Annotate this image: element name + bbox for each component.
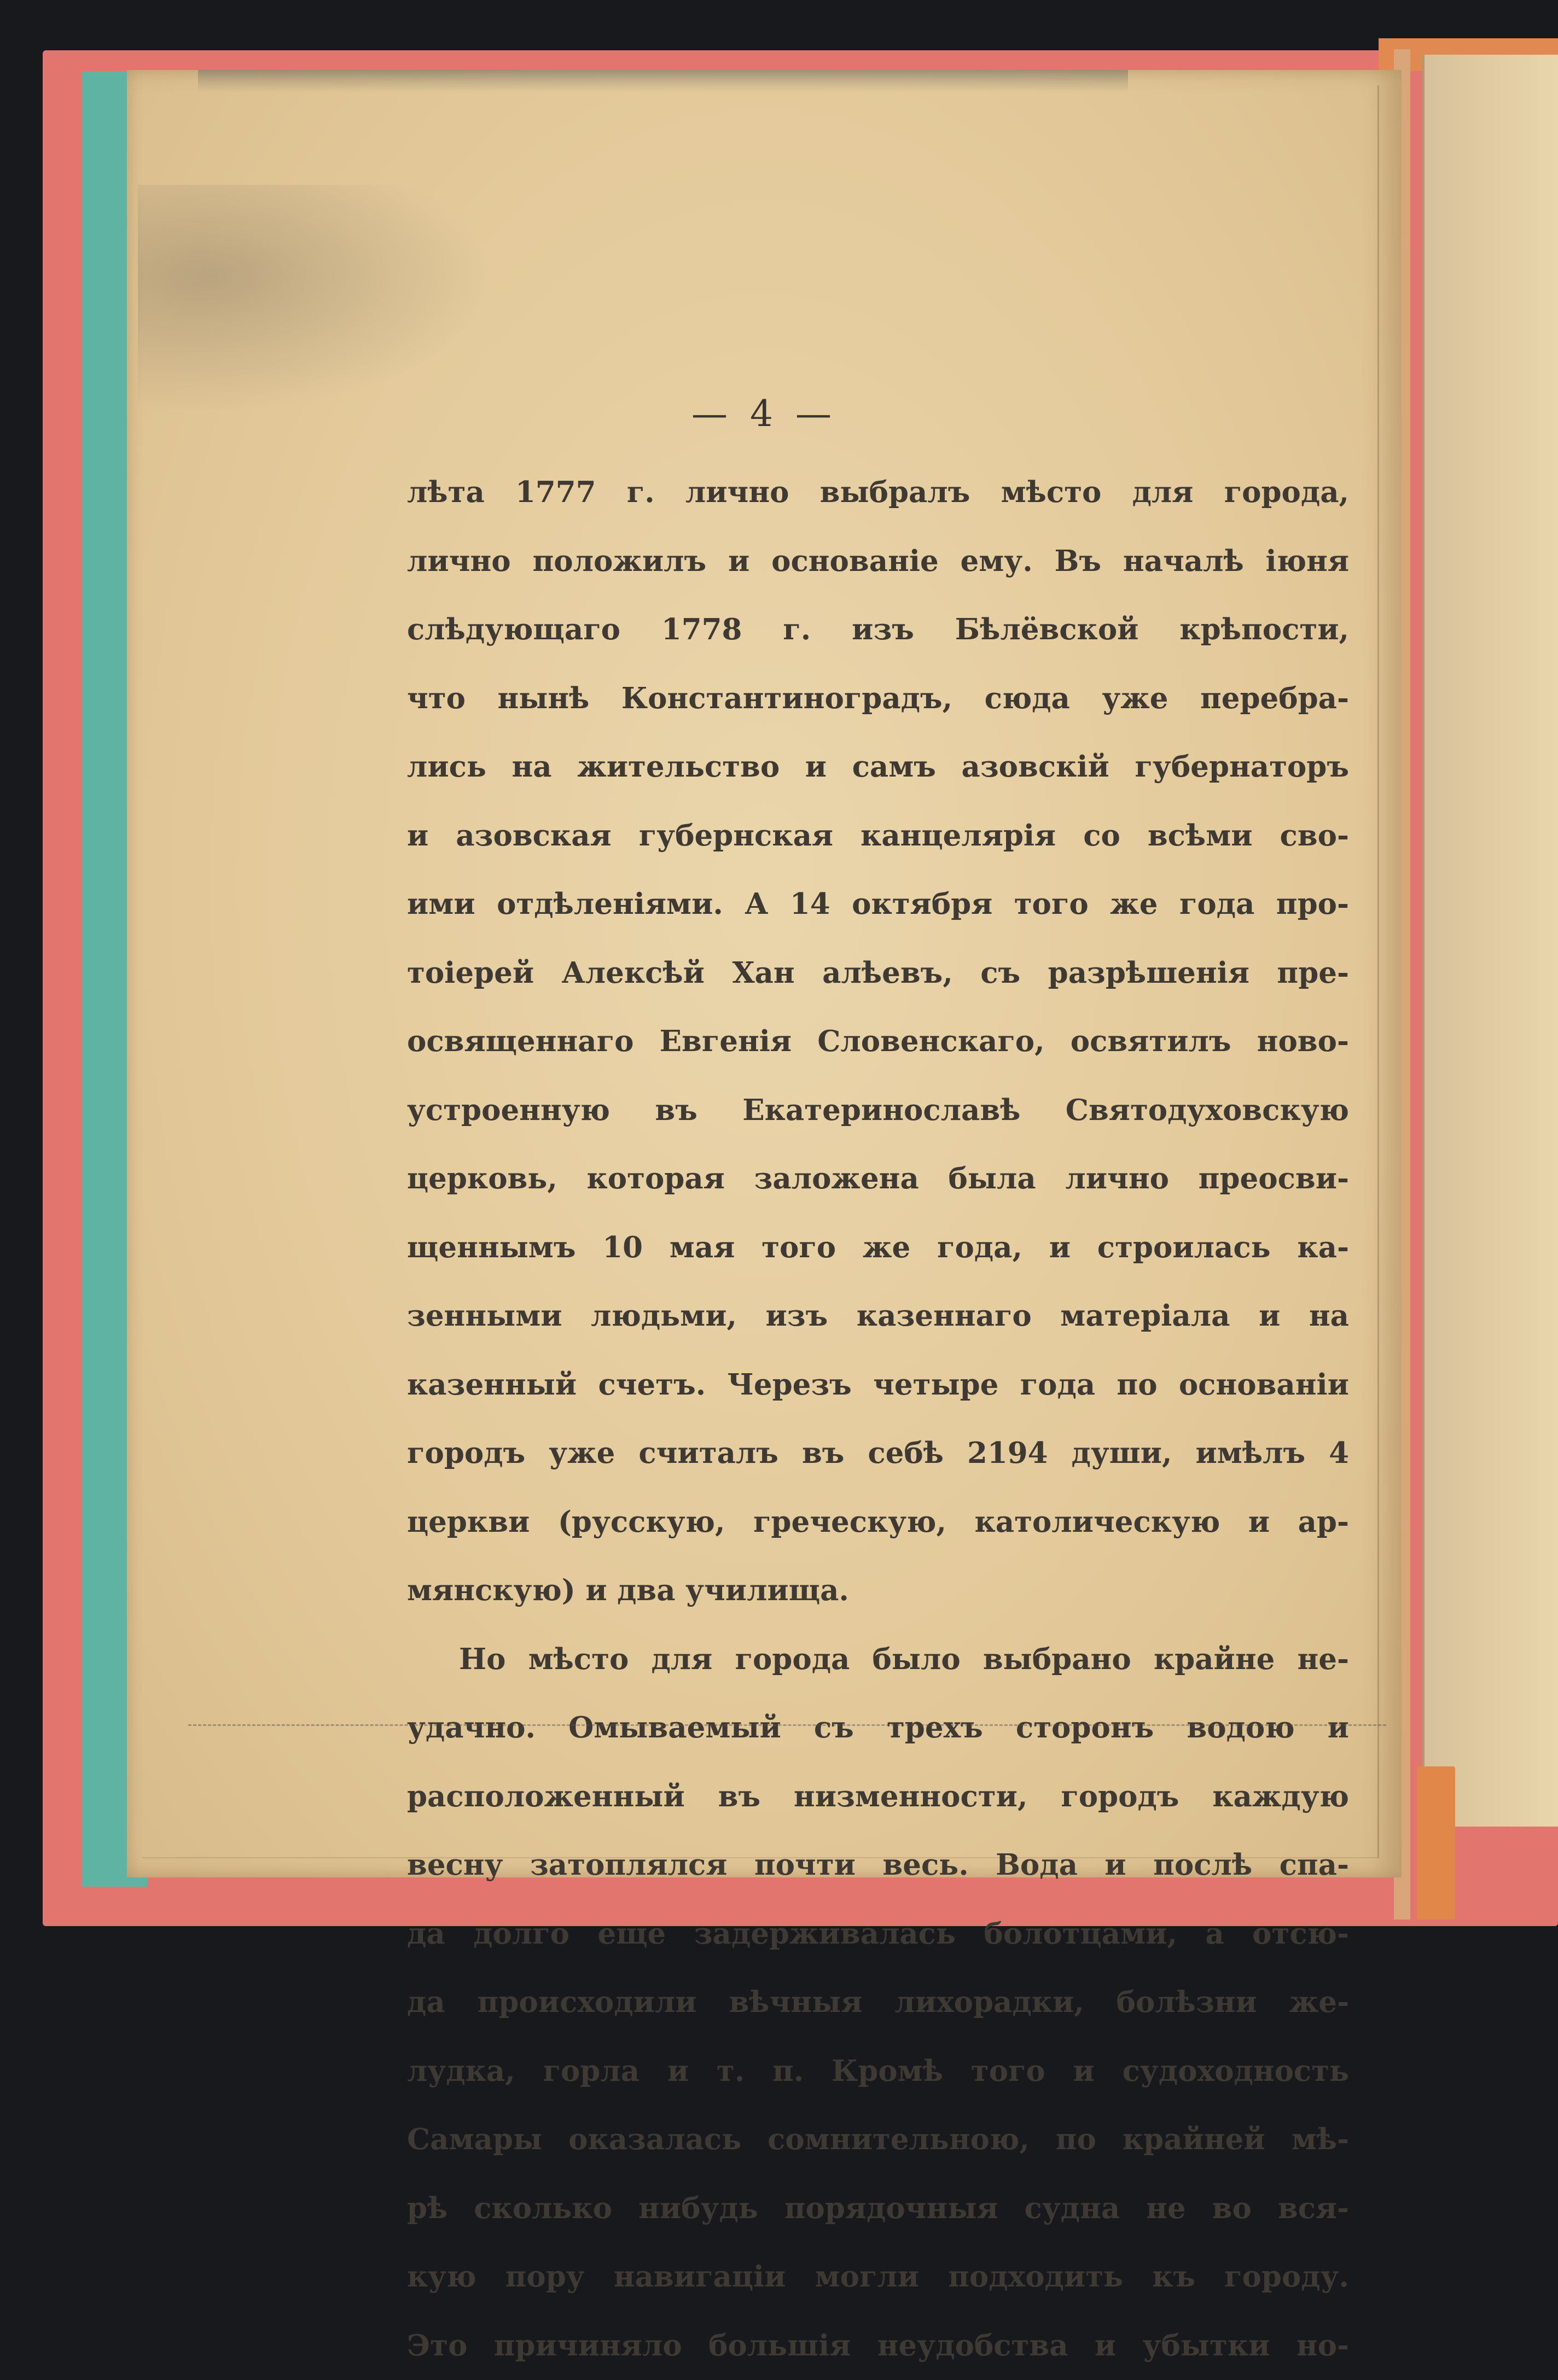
text-line: казенный счетъ. Черезъ четыре года по основаніи xyxy=(407,1351,1349,1420)
body-text xyxy=(407,458,1349,2380)
text-line: зенными людьми, изъ казеннаго матеріала и на xyxy=(407,1282,1349,1351)
text-line: лись на жительство и самъ азовскій губернаторъ xyxy=(407,733,1349,802)
book-page xyxy=(127,70,1402,1877)
text-line: расположенный въ низменности, городъ каждую xyxy=(407,1763,1349,1831)
text-line: слѣдующаго 1778 г. изъ Бѣлёвской крѣпости, xyxy=(407,596,1349,664)
text-line: лѣта 1777 г. лично выбралъ мѣсто для города, xyxy=(407,458,1349,527)
text-line: лудка, горла и т. п. Кромѣ того и судоходность xyxy=(407,2037,1349,2106)
text-line: кую пору навигаціи могли подходить къ городу. xyxy=(407,2243,1349,2312)
paragraph-2 xyxy=(407,1625,1349,2380)
text-line: да происходили вѣчныя лихорадки, болѣзни же- xyxy=(407,1968,1349,2037)
text-line: Это причиняло большія неудобства и убытки но- xyxy=(407,2312,1349,2380)
page-bottom-rule xyxy=(188,1724,1386,1726)
text-line: весну затоплялся почти весь. Вода и послѣ спа- xyxy=(407,1831,1349,1900)
paragraph-1 xyxy=(407,458,1349,1625)
text-line: и азовская губернская канцелярія со всѣми сво- xyxy=(407,802,1349,871)
text-line: лично положилъ и основаніе ему. Въ началѣ іюня xyxy=(407,527,1349,596)
text-line: мянскую) и два училища. xyxy=(407,1556,1349,1625)
facing-page-edge xyxy=(1422,55,1558,1827)
text-line: ими отдѣленіями. А 14 октября того же года про- xyxy=(407,870,1349,939)
text-line: церкви (русскую, греческую, католическую и ар- xyxy=(407,1488,1349,1557)
text-line: что нынѣ Константиноградъ, сюда уже перебра- xyxy=(407,664,1349,733)
text-line: Но мѣсто для города было выбрано крайне не- xyxy=(407,1625,1349,1694)
page-number: — 4 — xyxy=(127,393,1402,435)
text-line: церковь, которая заложена была лично преосви- xyxy=(407,1145,1349,1214)
text-line: освященнаго Евгенія Словенскаго, освятилъ ново- xyxy=(407,1007,1349,1076)
text-line: Самары оказалась сомнительною, по крайней мѣ- xyxy=(407,2105,1349,2174)
text-line: тоіерей Алексѣй Хан алѣевъ, съ разрѣшенія пре- xyxy=(407,939,1349,1008)
text-line: устроенную въ Екатеринославѣ Святодуховскую xyxy=(407,1076,1349,1145)
text-line: щеннымъ 10 мая того же года, и строилась ка- xyxy=(407,1214,1349,1282)
bookmark-ribbon xyxy=(1417,1766,1455,1920)
text-line: городъ уже считалъ въ себѣ 2194 души, имѣлъ 4 xyxy=(407,1419,1349,1488)
text-line: рѣ сколько нибудь порядочныя судна не во вся- xyxy=(407,2174,1349,2243)
text-line: удачно. Омываемый съ трехъ сторонъ водою и xyxy=(407,1694,1349,1763)
text-line: да долго еще задерживалась болотцами, а отсю- xyxy=(407,1900,1349,1969)
